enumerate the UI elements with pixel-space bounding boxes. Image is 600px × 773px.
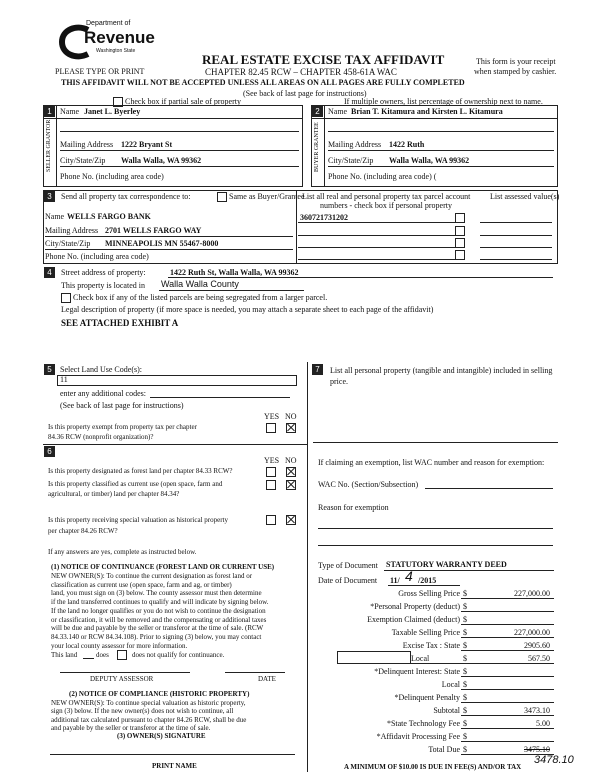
- parcel-2-personal-checkbox[interactable]: [455, 226, 465, 236]
- no-header-6: NO: [285, 456, 297, 465]
- forest-question: Is this property designated as forest land per chapter 84.33 RCW?: [48, 467, 233, 475]
- continuance-text: [51, 572, 268, 650]
- tax-row-line: [461, 624, 554, 625]
- street-line: [168, 277, 553, 278]
- seller-mailing-value: 1222 Bryant St: [121, 140, 173, 149]
- seller-name-value: Janet L. Byerley: [84, 107, 141, 116]
- tax-row-label: *Affidavit Processing Fee: [376, 732, 460, 741]
- wac-label: WAC No. (Section/Subsection): [318, 480, 419, 489]
- assessed-line-2: [480, 235, 552, 236]
- section-3-number: 3: [44, 191, 55, 202]
- tax-row-label: Gross Selling Price: [398, 589, 460, 598]
- land-use-code: 11: [60, 375, 68, 384]
- form-title: REAL ESTATE EXCISE TAX AFFIDAVIT: [202, 52, 445, 67]
- corr-city-line: [45, 249, 293, 250]
- buyer-name-value: Brian T. Kitamura and Kirsten L. Kitamura: [351, 107, 503, 116]
- reason-label: Reason for exemption: [318, 503, 389, 512]
- yes-header-6: YES: [264, 456, 280, 465]
- corr-mailing-value: 2701 WELLS FARGO WAY: [105, 226, 202, 235]
- historic-question-1: Is this property receiving special valuation as historical property: [48, 516, 229, 524]
- reason-line-2: [318, 545, 553, 546]
- buyer-city-label: City/State/Zip: [328, 156, 374, 165]
- tax-row-line: [461, 715, 554, 716]
- segregated-label: Check box if any of the listed parcels are being segregated from a larger parcel.: [73, 293, 328, 302]
- dollar-sign: $: [463, 706, 467, 715]
- revenue-logo: [58, 18, 155, 64]
- additional-codes-label: enter any additional codes:: [60, 389, 146, 398]
- parcel-line-4: [298, 259, 458, 260]
- tax-row-label: Local: [411, 654, 430, 663]
- doc-type-label: Type of Document: [318, 561, 378, 570]
- current-use-question-2: agricultural, or timber) land per chapter 84.34?: [48, 490, 180, 498]
- dept-state: Washington State: [96, 48, 136, 54]
- seller-city-label: City/State/Zip: [60, 156, 106, 165]
- parcel-line-3: [298, 247, 458, 248]
- doc-date-month: 11/: [390, 576, 400, 585]
- wac-line: [425, 488, 553, 489]
- buyer-mailing-label: Mailing Address: [328, 140, 382, 149]
- compliance-line: NEW OWNER(S): To continue special valuation as historic property,: [51, 699, 246, 707]
- section-7-number: 7: [312, 364, 323, 375]
- tax-row-label: Local: [441, 680, 460, 689]
- continuance-line: or classification, it will be removed and the compensating or additional taxes: [51, 615, 267, 624]
- continuance-line: classification as current use (open space, farm and ag, or timber): [51, 580, 232, 589]
- tax-row-line: [461, 676, 554, 677]
- continuance-line: if the land transferred continues to qualify and will indicate by signing below.: [51, 598, 269, 607]
- section-7-bottom-line: [313, 442, 558, 443]
- reason-line-1: [318, 528, 553, 529]
- buyer-mailing-line: [328, 150, 554, 151]
- corr-mailing-label: Mailing Address: [45, 226, 99, 235]
- buyer-side-divider: [324, 105, 325, 186]
- tax-row-label: *Delinquent Penalty: [394, 693, 460, 702]
- tax-row-line: [461, 650, 554, 651]
- dollar-sign: $: [463, 628, 467, 637]
- instructions-note: (See back of last page for instructions): [243, 89, 367, 98]
- dept-top: Department of: [86, 20, 131, 27]
- local-rate-box[interactable]: [337, 651, 411, 664]
- exempt-question-1: Is this property exempt from property tax per chapter: [48, 423, 197, 431]
- middle-divider: [307, 362, 308, 772]
- assessed-line-4: [480, 259, 552, 260]
- historic-no-checkbox[interactable]: [286, 515, 296, 525]
- tax-row-label: Taxable Selling Price: [391, 628, 460, 637]
- dollar-sign: $: [463, 719, 467, 728]
- assessed-line-3: [480, 247, 552, 248]
- land-use-see-back: (See back of last page for instructions): [60, 401, 184, 410]
- doc-date-line: [388, 585, 460, 586]
- section-6-number: 6: [44, 446, 55, 457]
- continuance-line: land, you must sign on (3) below. The county assessor must then determine: [51, 589, 262, 598]
- yes-header-5: YES: [264, 412, 280, 421]
- compliance-line: additional tax calculated pursuant to chapter 84.26 RCW, shall be due: [51, 715, 247, 724]
- current-use-no-checkbox[interactable]: [286, 480, 296, 490]
- tax-row-line: [461, 598, 554, 599]
- continuance-title: (1) NOTICE OF CONTINUANCE (FOREST LAND OR CURRENT USE): [51, 563, 275, 571]
- parcel-1-personal-checkbox[interactable]: [455, 213, 465, 223]
- tax-row-value: 227,000.00: [514, 628, 550, 637]
- partial-sale-label: Check box if partial sale of property: [125, 97, 241, 106]
- tax-row-label: Total Due: [428, 745, 460, 754]
- forest-no-checkbox[interactable]: [286, 467, 296, 477]
- tax-row-label: Excise Tax : State: [402, 641, 460, 650]
- corr-city-label: City/State/Zip: [45, 239, 91, 248]
- does-label: does: [96, 651, 109, 659]
- continuance-line: If the land no longer qualifies or you do not wish to continue the designation: [51, 606, 266, 615]
- personal-property-label-2: price.: [330, 377, 348, 386]
- historic-yes-checkbox[interactable]: [266, 515, 276, 525]
- segregated-checkbox[interactable]: [61, 293, 71, 303]
- receipt-note-1: This form is your receipt: [476, 57, 556, 66]
- tax-row-value: 3473.10: [524, 706, 550, 715]
- same-as-buyer-checkbox[interactable]: [217, 192, 227, 202]
- tax-row-line: [461, 637, 554, 638]
- dollar-sign: $: [463, 602, 467, 611]
- tax-row-line: [409, 663, 554, 664]
- dollar-sign: $: [463, 667, 467, 676]
- dollar-sign: $: [463, 615, 467, 624]
- dept-name: Revenue: [84, 28, 155, 47]
- section-2-number: 2: [312, 106, 323, 117]
- tax-row-value: 567.50: [528, 654, 550, 663]
- parcel-3-personal-checkbox[interactable]: [455, 238, 465, 248]
- dollar-sign: $: [463, 654, 467, 663]
- dollar-sign: $: [463, 745, 467, 754]
- tax-row-value: 2905.60: [524, 641, 550, 650]
- seller-side-label: SELLER GRANTOR: [46, 119, 52, 172]
- does-checkbox[interactable]: [117, 650, 127, 660]
- signature-line: [50, 754, 295, 755]
- legal-label: Legal description of property (if more space is needed, you may attach a separate sheet to each page of the affidavit): [61, 305, 434, 314]
- parcels-header-1: List all real and personal property tax parcel account: [302, 192, 471, 201]
- tax-row-line: [461, 611, 554, 612]
- street-label: Street address of property:: [61, 268, 146, 277]
- section-5-number: 5: [44, 364, 55, 375]
- form-warning: THIS AFFIDAVIT WILL NOT BE ACCEPTED UNLESS ALL AREAS ON ALL PAGES ARE FULLY COMPLETED: [61, 78, 465, 87]
- land-use-label: Select Land Use Code(s):: [60, 365, 142, 374]
- additional-codes-line: [150, 397, 290, 398]
- doc-type-value: STATUTORY WARRANTY DEED: [386, 560, 507, 569]
- buyer-side-label: BUYER GRANTEE: [314, 122, 320, 172]
- compliance-title: (2) NOTICE OF COMPLIANCE (HISTORIC PROPERTY): [69, 690, 250, 698]
- buyer-city-line: [328, 166, 554, 167]
- continuance-line: 84.33.140 or RCW 84.34.108). Prior to signing (3) below, you may contact: [51, 632, 262, 641]
- deputy-assessor-line: [60, 672, 190, 673]
- compliance-line: sign (3) below. If the new owner(s) does not wish to continue, all: [51, 707, 234, 716]
- parcel-row-1: 360721731202: [300, 213, 348, 222]
- parcel-line-2: [298, 235, 458, 236]
- corr-phone-label: Phone No. (including area code): [45, 252, 149, 261]
- seller-phone-label: Phone No. (including area code): [60, 172, 164, 181]
- seller-city-line: [60, 166, 299, 167]
- dollar-sign: $: [463, 680, 467, 689]
- section-4-number: 4: [44, 267, 55, 278]
- parcel-4-personal-checkbox[interactable]: [455, 250, 465, 260]
- exempt-yes-checkbox[interactable]: [266, 423, 276, 433]
- assessed-header: List assessed value(s): [490, 192, 560, 201]
- tax-row-value: 5.00: [536, 719, 550, 728]
- exempt-question-2: 84.36 RCW (nonprofit organization)?: [48, 433, 154, 441]
- corr-mailing-line: [45, 236, 293, 237]
- section-1-number: 1: [44, 106, 55, 117]
- doc-date-day: 4: [405, 568, 413, 584]
- this-land-label: This land: [51, 651, 78, 659]
- deputy-assessor-label: DEPUTY ASSESSOR: [90, 675, 154, 683]
- buyer-phone-label: Phone No. (including area code) (: [328, 172, 437, 181]
- seller-name-line2: [60, 131, 299, 132]
- date-label: DATE: [258, 675, 276, 683]
- seller-mailing-label: Mailing Address: [60, 140, 114, 149]
- historic-question-2: per chapter 84.26 RCW?: [48, 527, 118, 535]
- no-header-5: NO: [285, 412, 297, 421]
- dollar-sign: $: [463, 732, 467, 741]
- print-name-label: PRINT NAME: [152, 762, 197, 770]
- forest-yes-checkbox[interactable]: [266, 467, 276, 477]
- street-value: 1422 Ruth St, Walla Walla, WA 99362: [170, 268, 299, 277]
- continuance-line: NEW OWNER(S): To continue the current designation as forest land or: [51, 572, 253, 580]
- continuance-line: your local county assessor for more information.: [51, 641, 188, 650]
- buyer-mailing-value: 1422 Ruth: [389, 140, 425, 149]
- tax-row-label: Subtotal: [433, 706, 460, 715]
- located-line: [159, 290, 304, 291]
- tax-row-line: [461, 689, 554, 690]
- does-not-label: does not qualify for continuance.: [132, 651, 225, 659]
- corr-city-value: MINNEAPOLIS MN 55467-8000: [105, 239, 219, 248]
- current-use-question-1: Is this property classified as current use (open space, farm and: [48, 480, 223, 488]
- seller-city-value: Walla Walla, WA 99362: [121, 156, 202, 165]
- tax-row-value: 227,000.00: [514, 589, 550, 598]
- any-yes-note: If any answers are yes, complete as instructed below.: [48, 548, 197, 556]
- compliance-text: [51, 699, 246, 732]
- dollar-sign: $: [463, 589, 467, 598]
- tax-row-line: [461, 702, 554, 703]
- dollar-sign: $: [463, 641, 467, 650]
- legal-value: SEE ATTACHED EXHIBIT A: [61, 318, 179, 328]
- parcels-header-2: numbers - check box if personal property: [320, 201, 452, 210]
- doc-date-label: Date of Document: [318, 576, 378, 585]
- personal-property-label-1: List all personal property (tangible and intangible) included in selling: [330, 366, 553, 375]
- buyer-header-line: [311, 118, 557, 119]
- exemption-claim-label: If claiming an exemption, list WAC number and reason for exemption:: [318, 458, 545, 467]
- owner-signature-label: (3) OWNER(S) SIGNATURE: [117, 732, 206, 740]
- continuance-line: will be due and payable by the seller or transferor at the time of sale. (RCW: [51, 624, 264, 633]
- form-chapter: CHAPTER 82.45 RCW – CHAPTER 458-61A WAC: [205, 67, 397, 77]
- doc-date-year: /2015: [418, 576, 437, 585]
- current-use-yes-checkbox[interactable]: [266, 480, 276, 490]
- tax-row-label: *State Technology Fee: [386, 719, 460, 728]
- this-land-line: [83, 658, 94, 659]
- please-type: PLEASE TYPE OR PRINT: [55, 67, 145, 76]
- minimum-note: A MINIMUM OF $10.00 IS DUE IN FEE(S) AND/OR TAX: [344, 763, 522, 771]
- seller-side-divider: [56, 105, 57, 186]
- located-value: Walla Walla County: [161, 279, 239, 289]
- compliance-line: and payable by the seller or transferor at the time of sale.: [51, 723, 211, 732]
- receipt-note-2: when stamped by cashier.: [474, 67, 557, 76]
- corr-name-value: WELLS FARGO BANK: [67, 212, 151, 221]
- tax-row-label: *Delinquent Interest: State: [374, 667, 460, 676]
- tax-row-label: *Personal Property (deduct): [370, 602, 460, 611]
- land-use-code-box[interactable]: [57, 375, 297, 386]
- tax-row-value: 3475.10: [524, 745, 550, 754]
- buyer-city-value: Walla Walla, WA 99362: [389, 156, 470, 165]
- tax-row-line: [461, 728, 554, 729]
- assessed-line-1: [480, 222, 552, 223]
- parcel-line-1: [298, 222, 458, 223]
- tax-row-label: Exemption Claimed (deduct): [367, 615, 460, 624]
- section-6-top-line: [43, 444, 307, 445]
- seller-header-line: [43, 118, 302, 119]
- exempt-no-checkbox[interactable]: [286, 423, 296, 433]
- same-as-buyer-label: Same as Buyer/Grantee: [229, 192, 305, 201]
- buyer-name-label: Name: [328, 107, 348, 116]
- tax-row-line: [461, 741, 554, 742]
- multiple-owners-label: If multiple owners, list percentage of ownership next to name.: [344, 97, 543, 106]
- located-label: This property is located in: [61, 281, 145, 290]
- dollar-sign: $: [463, 693, 467, 702]
- seller-mailing-line: [60, 150, 299, 151]
- buyer-name-line2: [328, 131, 554, 132]
- date-line: [225, 672, 285, 673]
- corr-name-label: Name: [45, 212, 65, 221]
- total-handwritten: 3478.10: [534, 754, 574, 766]
- correspondence-label: Send all property tax correspondence to:: [61, 192, 191, 201]
- seller-name-label: Name: [60, 107, 80, 116]
